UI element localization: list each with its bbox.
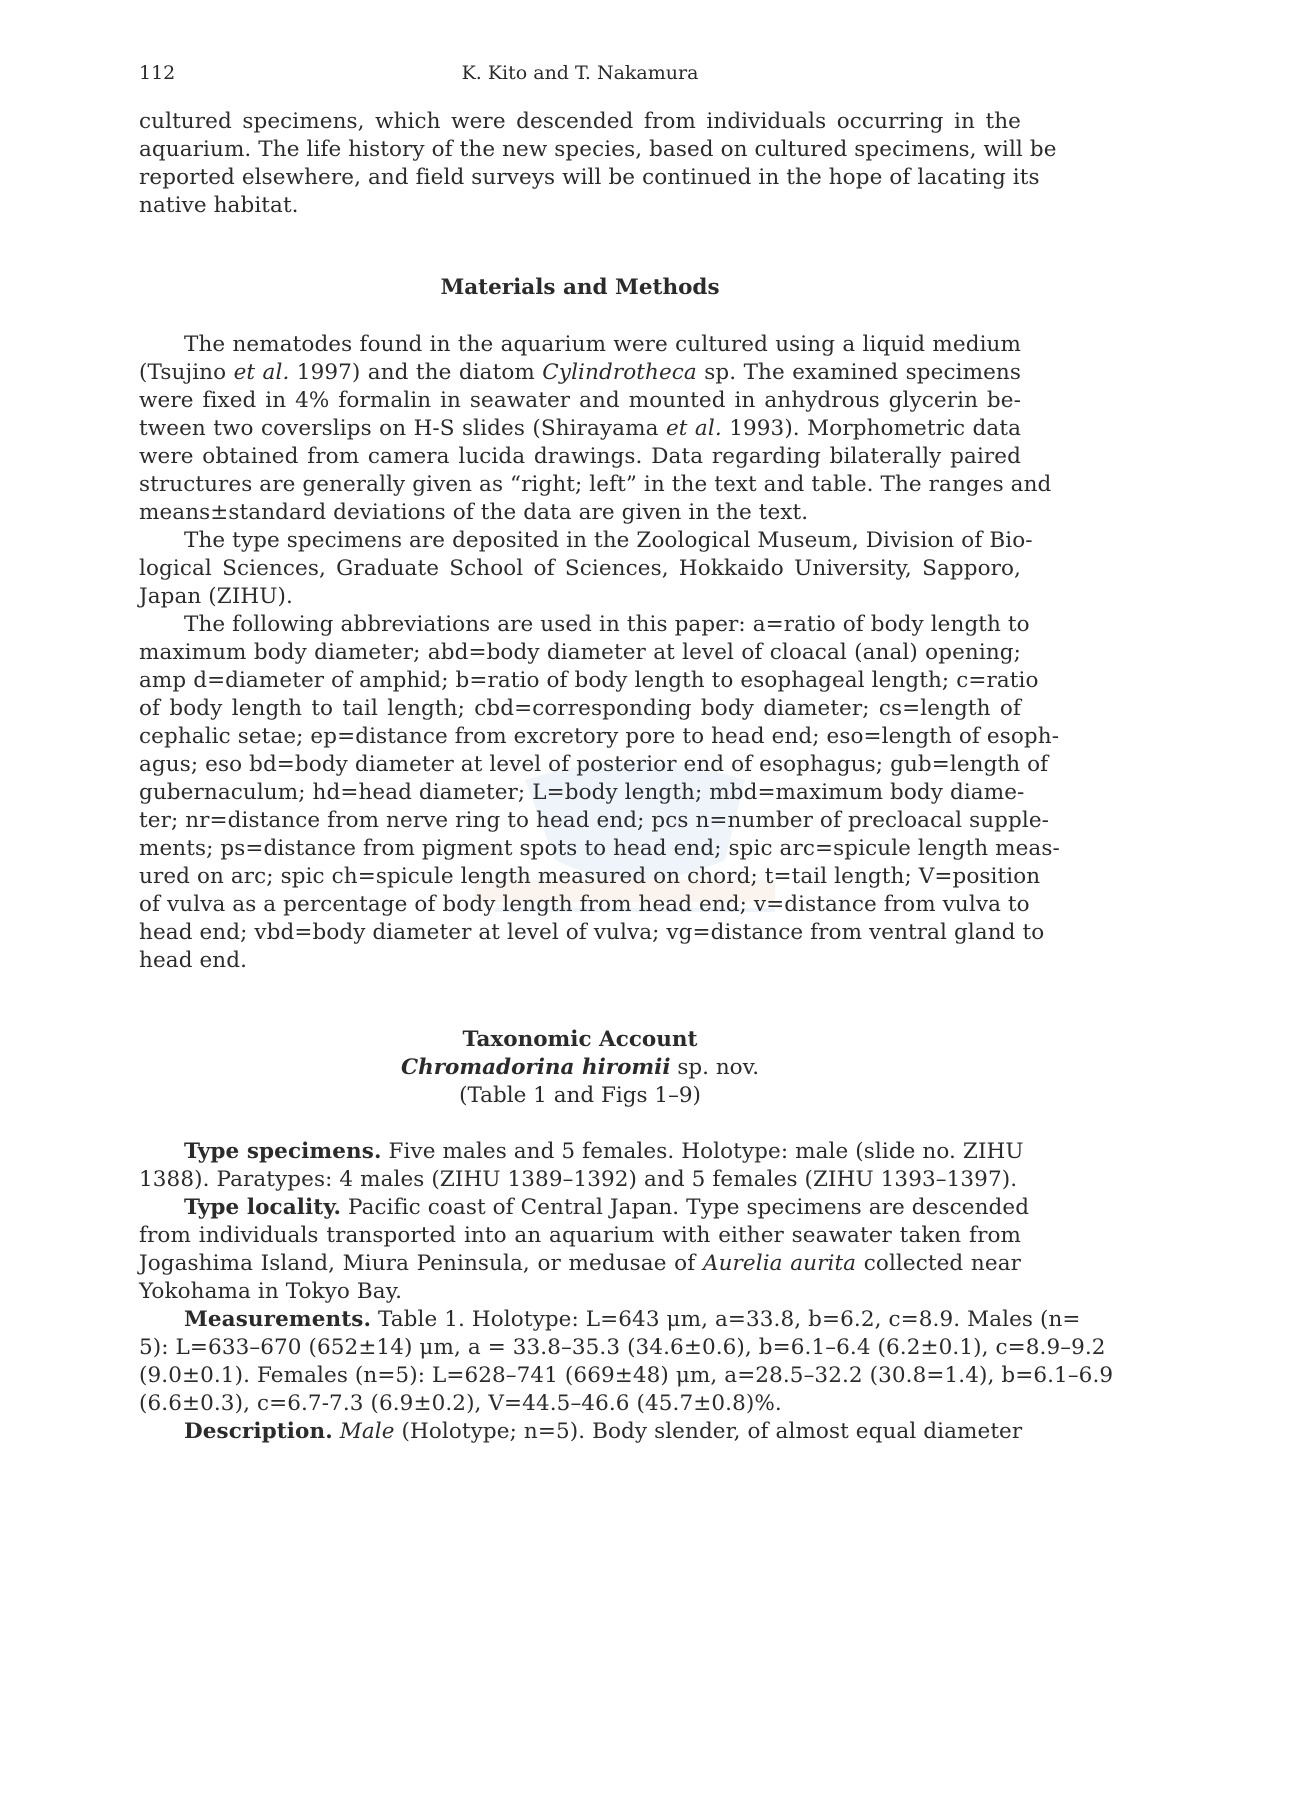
text-line: head end.: [139, 948, 248, 973]
text-run: (Holotype; n=5). Body slender, of almost equal diameter: [394, 1419, 1023, 1444]
section-heading-taxonomic-account: Taxonomic Account: [462, 1027, 698, 1052]
text-line: cultured specimens, which were descended from individuals occurring in the: [139, 109, 1021, 134]
text-line: gubernaculum; hd=head diameter; L=body length; mbd=maximum body diame-: [139, 780, 1025, 805]
text-run: Five males and 5 females. Holotype: male (slide no. ZIHU: [381, 1139, 1024, 1164]
text-line: Japan (ZIHU).: [139, 584, 293, 609]
text-line: maximum body diameter; abd=body diameter at level of cloacal (anal) opening;: [139, 640, 1021, 665]
text-run: tween two coverslips on H-S slides (Shirayama: [139, 416, 666, 441]
text-line: [139, 1250, 1021, 1278]
text-line: ured on arc; spic ch=spicule length measured on chord; t=tail length; V=position: [139, 864, 1041, 889]
text-line: [139, 415, 1021, 443]
text-run: 1993). Morphometric data: [721, 416, 1021, 441]
text-line: of vulva as a percentage of body length from head end; v=distance from vulva to: [139, 892, 1030, 917]
text-line: of body length to tail length; cbd=corresponding body diameter; cs=length of: [139, 696, 1021, 721]
text-run: 1997) and the diatom: [289, 360, 543, 385]
text-line: native habitat.: [139, 193, 299, 218]
text-line: reported elsewhere, and field surveys will be continued in the hope of lacating its: [139, 165, 1040, 190]
text-run: sp. The examined specimens: [696, 360, 1021, 385]
text-line: [184, 1306, 1081, 1334]
text-line: The following abbreviations are used in this paper: a=ratio of body length to: [184, 612, 1030, 637]
text-line: Yokohama in Tokyo Bay.: [139, 1279, 403, 1304]
bold-run-in-label: Description.: [184, 1419, 333, 1444]
text-line: [139, 359, 1021, 387]
figure-reference: (Table 1 and Figs 1–9): [459, 1083, 701, 1108]
text-run: collected near: [856, 1251, 1021, 1276]
running-header-authors: K. Kito and T. Nakamura: [461, 62, 699, 84]
text-line: from individuals transported into an aquarium with either seawater taken from: [139, 1223, 1021, 1248]
text-line: logical Sciences, Graduate School of Sciences, Hokkaido University, Sapporo,: [139, 556, 1021, 581]
text-line: were obtained from camera lucida drawings. Data regarding bilaterally paired: [139, 444, 1021, 469]
italic-text: Cylindrotheca: [542, 360, 697, 385]
text-line: [184, 1138, 1024, 1166]
text-line: means±standard deviations of the data are given in the text.: [139, 500, 809, 525]
text-line: 1388). Paratypes: 4 males (ZIHU 1389–1392) and 5 females (ZIHU 1393–1397).: [139, 1167, 1018, 1192]
text-run: Pacific coast of Central Japan. Type specimens are descended: [341, 1195, 1030, 1220]
text-run: sp. nov.: [670, 1055, 760, 1080]
section-heading-materials-methods: Materials and Methods: [440, 275, 720, 300]
text-line: cephalic setae; ep=distance from excretory pore to head end; eso=length of esoph-: [139, 724, 1060, 749]
text-line: amp d=diameter of amphid; b=ratio of body length to esophageal length; c=ratio: [139, 668, 1039, 693]
text-run: (Tsujino: [139, 360, 234, 385]
italic-text: Aurelia aurita: [702, 1251, 857, 1276]
text-line: [184, 1194, 1030, 1222]
text-line: structures are generally given as “right; left” in the text and table. The ranges and: [139, 472, 1052, 497]
text-line: The type specimens are deposited in the Zoological Museum, Division of Bio-: [184, 528, 1033, 553]
text-line: were fixed in 4% formalin in seawater and mounted in anhydrous glycerin be-: [139, 388, 1021, 413]
text-line: 5): L=633–670 (652±14) μm, a = 33.8–35.3 (34.6±0.6), b=6.1–6.4 (6.2±0.1), c=8.9–9.2: [139, 1335, 1106, 1360]
text-line: [184, 1418, 1021, 1446]
italic-text: et al.: [665, 416, 722, 441]
italic-text: et al.: [233, 360, 290, 385]
page-number: 112: [139, 62, 176, 84]
text-line: ter; nr=distance from nerve ring to head end; pcs n=number of precloacal supple-: [139, 808, 1050, 833]
text-line: The nematodes found in the aquarium were cultured using a liquid medium: [184, 332, 1021, 357]
bold-run-in-label: Type locality.: [184, 1195, 342, 1220]
text-run: Table 1. Holotype: L=643 μm, a=33.8, b=6.2, c=8.9. Males (n=: [371, 1307, 1081, 1332]
text-line: (9.0±0.1). Females (n=5): L=628–741 (669±48) μm, a=28.5–32.2 (30.8=1.4), b=6.1–6.9: [139, 1363, 1114, 1388]
bold-run-in-label: Type specimens.: [184, 1139, 382, 1164]
text-line: (6.6±0.3), c=6.7-7.3 (6.9±0.2), V=44.5–46.6 (45.7±0.8)%.: [139, 1391, 782, 1416]
text-line: aquarium. The life history of the new species, based on cultured specimens, will be: [139, 137, 1057, 162]
species-name: [139, 1054, 1021, 1082]
text-run: Jogashima Island, Miura Peninsula, or medusae of: [139, 1251, 703, 1276]
running-header: [139, 62, 1021, 90]
text-line: ments; ps=distance from pigment spots to head end; spic arc=spicule length meas-: [139, 836, 1060, 861]
bold-run-in-label: Measurements.: [184, 1307, 372, 1332]
text-line: agus; eso bd=body diameter at level of posterior end of esophagus; gub=length of: [139, 752, 1049, 777]
text-line: head end; vbd=body diameter at level of vulva; vg=distance from ventral gland to: [139, 920, 1045, 945]
bold-run-in-label: Chromadorina hiromii: [400, 1055, 671, 1080]
italic-text: Male: [339, 1419, 395, 1444]
